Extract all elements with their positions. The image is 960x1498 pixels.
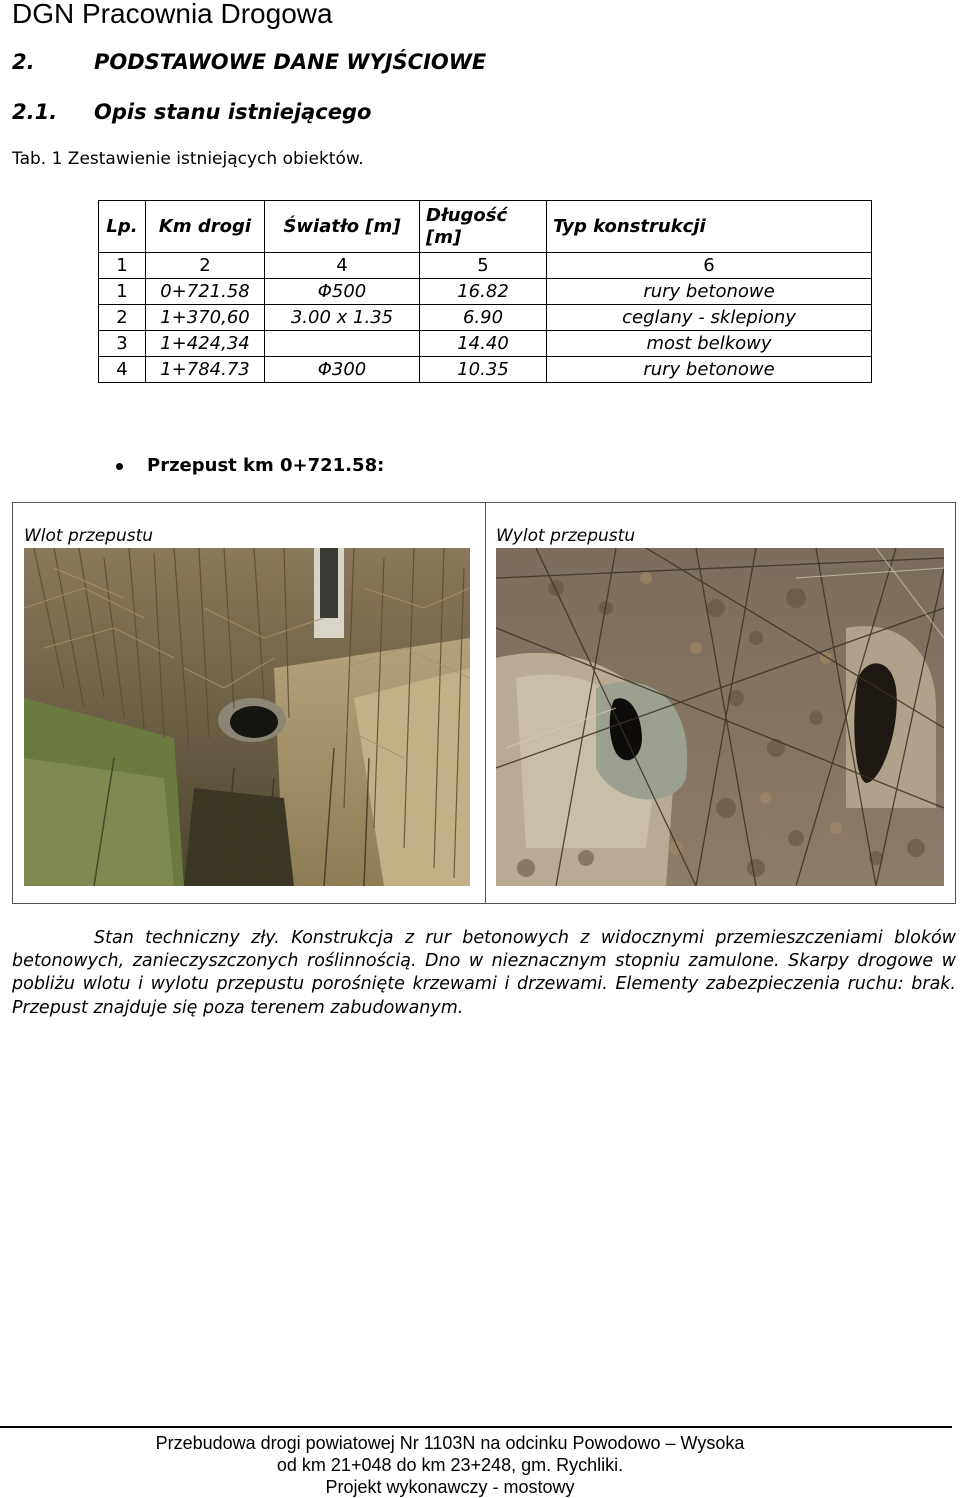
inlet-photo-image — [24, 548, 470, 886]
table-cell: 1+370,60 — [146, 305, 265, 331]
outlet-photo-label: Wylot przepustu — [496, 526, 636, 546]
table-cell: 3.00 x 1.35 — [265, 305, 420, 331]
footer-line-3: Projekt wykonawczy - mostowy — [325, 1477, 575, 1497]
section-number: 2. — [12, 50, 35, 74]
table-caption: Tab. 1 Zestawienie istniejących obiektów. — [12, 149, 364, 169]
table-cell: 1 — [99, 253, 146, 279]
culvert-heading-text: Przepust km 0+721.58: — [147, 455, 385, 476]
table-cell: 1 — [99, 279, 146, 305]
condition-description: Stan techniczny zły. Konstrukcja z rur betonowych z widocznymi przemieszczeniami bloków betonowych, zanieczyszczonych roślinnością. Dno w nieznacznym stopniu zamulone. Skarpy drogowe w pobliżu wlotu i wylotu przepustu porośnięte krzewami i drzewami. Elementy zabezpieczenia ruchu: brak. Przepust znajduje się poza terenem zabudowanym. — [12, 928, 956, 1018]
inlet-photo-label: Wlot przepustu — [24, 526, 154, 546]
table-cell: 10.35 — [420, 357, 547, 383]
objects-table — [98, 200, 872, 383]
footer-line-2: od km 21+048 do km 23+248, gm. Rychliki. — [276, 1455, 624, 1475]
table-numbering-row — [99, 253, 872, 279]
document-header: DGN Pracownia Drogowa — [12, 0, 333, 29]
table-row — [99, 331, 872, 357]
table-cell: 1+424,34 — [146, 331, 265, 357]
table-cell: ceglany - sklepiony — [547, 305, 872, 331]
table-cell: 6 — [547, 253, 872, 279]
header-lp: Lp. — [99, 201, 146, 253]
subsection-heading — [12, 100, 912, 128]
header-swiatlo: Światło [m] — [265, 201, 420, 253]
table-cell: rury betonowe — [547, 357, 872, 383]
header-km: Km drogi — [146, 201, 265, 253]
section-title: PODSTAWOWE DANE WYJŚCIOWE — [94, 50, 487, 74]
table-row — [99, 279, 872, 305]
bullet-icon — [116, 463, 123, 470]
table-cell: 4 — [99, 357, 146, 383]
subsection-title: Opis stanu istniejącego — [94, 100, 372, 124]
inlet-photo — [24, 548, 470, 886]
table-cell: 5 — [420, 253, 547, 279]
table-cell: Φ500 — [265, 279, 420, 305]
table-row — [99, 305, 872, 331]
table-cell — [265, 331, 420, 357]
table-cell: 14.40 — [420, 331, 547, 357]
table-cell: 2 — [99, 305, 146, 331]
table-cell: rury betonowe — [547, 279, 872, 305]
table-cell: 3 — [99, 331, 146, 357]
section-heading — [12, 50, 912, 78]
header-typ: Typ konstrukcji — [547, 201, 872, 253]
table-cell: 6.90 — [420, 305, 547, 331]
table-cell: 1+784.73 — [146, 357, 265, 383]
header-dlugosc: Długość [m] — [420, 201, 547, 253]
table-header-row — [99, 201, 872, 253]
culvert-heading — [116, 455, 384, 476]
footer-line-1: Przebudowa drogi powiatowej Nr 1103N na odcinku Powodowo – Wysoka — [155, 1433, 745, 1453]
table-cell: 0+721.58 — [146, 279, 265, 305]
outlet-photo — [496, 548, 944, 886]
table-cell: 2 — [146, 253, 265, 279]
outlet-photo-image — [496, 548, 944, 886]
table-row — [99, 357, 872, 383]
table-cell: Φ300 — [265, 357, 420, 383]
footer-divider — [0, 1426, 952, 1428]
table-cell: most belkowy — [547, 331, 872, 357]
subsection-number: 2.1. — [12, 100, 58, 124]
table-cell: 4 — [265, 253, 420, 279]
photo-divider — [485, 503, 486, 903]
table-cell: 16.82 — [420, 279, 547, 305]
